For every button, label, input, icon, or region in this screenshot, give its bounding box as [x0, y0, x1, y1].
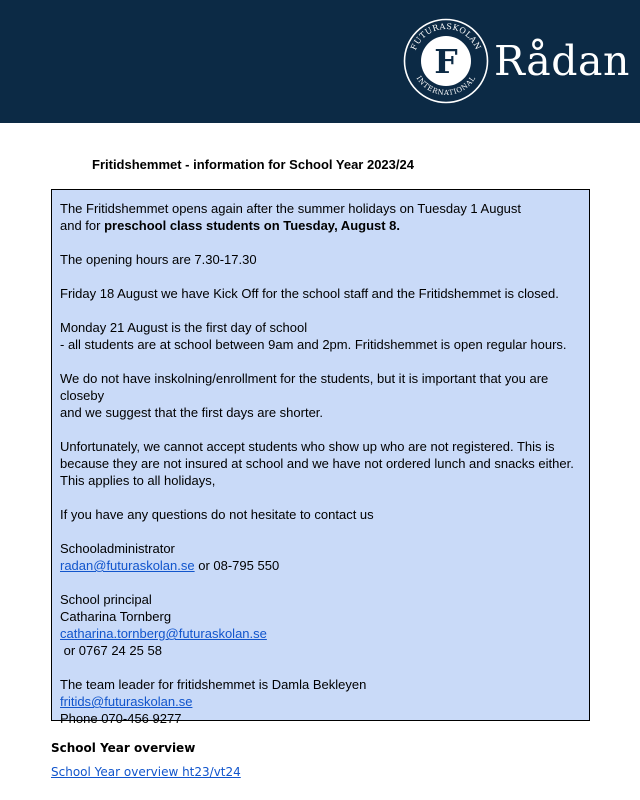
school-year-overview-link[interactable]: School Year overview ht23/vt24 — [51, 765, 241, 779]
registration-line-2: because they are not insured at school and we have not ordered lunch and snacks either. — [60, 456, 574, 471]
first-day-paragraph — [60, 319, 581, 353]
svg-text:INTERNATIONAL: INTERNATIONAL — [414, 74, 478, 98]
svg-text:F: F — [434, 42, 458, 81]
svg-text:FUTURASKOLAN: FUTURASKOLAN — [409, 21, 483, 52]
admin-role: Schooladministrator — [60, 541, 175, 556]
document-title: Fritidshemmet - information for School Year 2023/24 — [92, 157, 414, 172]
kickoff-notice: Friday 18 August we have Kick Off for the school staff and the Fritidshemmet is closed. — [60, 286, 559, 301]
team-leader-contact — [60, 676, 581, 727]
team-leader-line: The team leader for fritidshemmet is Damla Bekleyen — [60, 677, 367, 692]
opening-hours: The opening hours are 7.30-17.30 — [60, 252, 257, 267]
principal-email-link[interactable]: catharina.tornberg@futuraskolan.se — [60, 626, 267, 641]
opening-paragraph — [60, 200, 581, 234]
school-year-overview-heading: School Year overview — [51, 741, 196, 755]
principal-name: Catharina Tornberg — [60, 609, 172, 624]
principal-phone: or 0767 24 25 58 — [60, 643, 162, 658]
futuraskolan-seal-logo[interactable] — [403, 18, 489, 104]
enrollment-line-2: and we suggest that the first days are shorter. — [60, 405, 324, 420]
team-leader-phone: Phone 070-456 9277 — [60, 711, 182, 726]
first-day-line-2: - all students are at school between 9am and 2pm. Fritidshemmet is open regular hours. — [60, 337, 567, 352]
opening-line-1: The Fritidshemmet opens again after the summer holidays on Tuesday 1 August — [60, 201, 522, 216]
opening-line-2-prefix: and for — [60, 218, 105, 233]
admin-contact — [60, 540, 581, 574]
principal-role: School principal — [60, 592, 152, 607]
enrollment-line-1: We do not have inskolning/enrollment for the students, but it is important that you are closeby — [60, 371, 549, 403]
site-header — [0, 0, 640, 123]
preschool-start-bold: preschool class students on Tuesday, August 8. — [104, 218, 401, 233]
brand-name[interactable]: Rådan — [494, 37, 630, 85]
principal-contact — [60, 591, 581, 659]
fritids-email-link[interactable]: fritids@futuraskolan.se — [60, 694, 193, 709]
registration-paragraph — [60, 438, 581, 489]
admin-email-link[interactable]: radan@futuraskolan.se — [60, 558, 195, 573]
registration-line-3: This applies to all holidays, — [60, 473, 216, 488]
enrollment-paragraph — [60, 370, 581, 421]
admin-phone: or 08-795 550 — [194, 558, 280, 573]
first-day-line-1: Monday 21 August is the first day of school — [60, 320, 308, 335]
registration-line-1: Unfortunately, we cannot accept students who show up who are not registered. This is — [60, 439, 555, 454]
info-box — [51, 189, 590, 726]
questions-line: If you have any questions do not hesitate to contact us — [60, 507, 374, 522]
